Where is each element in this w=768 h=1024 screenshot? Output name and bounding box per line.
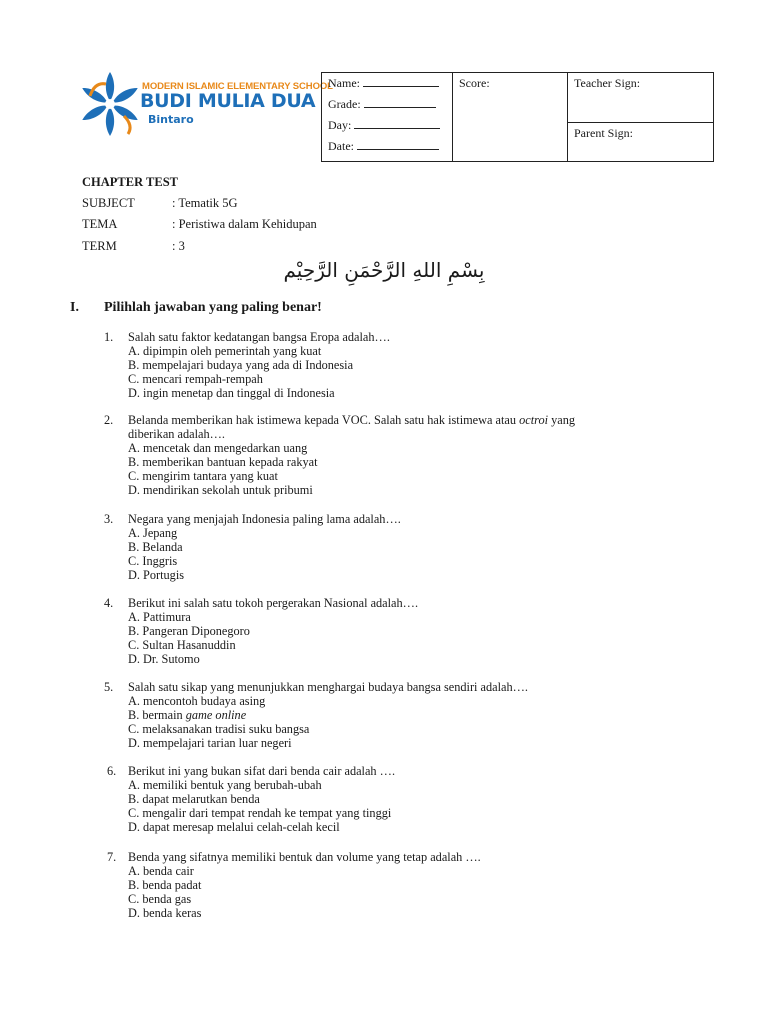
- option-d[interactable]: D. dapat meresap melalui celah-celah kecil: [128, 820, 340, 834]
- option-d[interactable]: D. mendirikan sekolah untuk pribumi: [128, 483, 313, 497]
- student-fields-cell: [322, 73, 453, 162]
- day-label: Day:: [328, 118, 352, 132]
- option-b[interactable]: B. Belanda: [128, 540, 183, 554]
- question-number: 6.: [107, 764, 117, 778]
- option-d[interactable]: D. Portugis: [128, 568, 185, 582]
- test-title: CHAPTER TEST: [82, 175, 178, 189]
- grade-label: Grade:: [328, 97, 361, 111]
- flower-logo-icon: [78, 68, 142, 138]
- question-stem: Negara yang menjajah Indonesia paling lama adalah….: [128, 512, 401, 526]
- option-d[interactable]: D. mempelajari tarian luar negeri: [128, 736, 292, 750]
- school-name: BUDI MULIA DUA: [140, 90, 316, 112]
- parent-sign-label: Parent Sign:: [574, 126, 633, 140]
- option-a[interactable]: A. memiliki bentuk yang berubah-ubah: [128, 778, 322, 792]
- term-value: : 3: [172, 239, 185, 253]
- option-a[interactable]: A. mencontoh budaya asing: [128, 694, 266, 708]
- option-d[interactable]: D. ingin menetap dan tinggal di Indonesia: [128, 386, 335, 400]
- option-b[interactable]: B. bermain game online: [128, 708, 247, 722]
- subject-label: SUBJECT: [82, 196, 135, 210]
- question-number: 3.: [104, 512, 114, 526]
- option-c[interactable]: C. melaksanakan tradisi suku bangsa: [128, 722, 310, 736]
- question-number: 5.: [104, 680, 114, 694]
- option-b[interactable]: B. Pangeran Diponegoro: [128, 624, 250, 638]
- question-stem: Benda yang sifatnya memiliki bentuk dan volume yang tetap adalah ….: [128, 850, 481, 864]
- subject-value: : Tematik 5G: [172, 196, 238, 210]
- question-stem: Salah satu faktor kedatangan bangsa Eropa adalah….: [128, 330, 390, 344]
- question-stem-continued: diberikan adalah….: [128, 427, 225, 441]
- option-c[interactable]: C. mengirim tantara yang kuat: [128, 469, 278, 483]
- option-c[interactable]: C. benda gas: [128, 892, 192, 906]
- name-label: Name:: [328, 76, 360, 90]
- question-stem: Berikut ini salah satu tokoh pergerakan Nasional adalah….: [128, 596, 419, 610]
- question-number: 2.: [104, 413, 114, 427]
- option-b[interactable]: B. benda padat: [128, 878, 202, 892]
- section-number: I.: [70, 300, 79, 315]
- question-stem: Berikut ini yang bukan sifat dari benda cair adalah ….: [128, 764, 396, 778]
- grade-field[interactable]: [364, 94, 436, 108]
- name-field[interactable]: [363, 73, 439, 87]
- score-cell[interactable]: [453, 73, 568, 162]
- date-label: Date:: [328, 139, 354, 153]
- date-field[interactable]: [357, 136, 439, 150]
- question-number: 7.: [107, 850, 117, 864]
- question-stem: Belanda memberikan hak istimewa kepada VOC. Salah satu hak istimewa atau octroi yang: [128, 413, 576, 427]
- score-label: Score:: [459, 76, 490, 90]
- option-c[interactable]: C. mengalir dari tempat rendah ke tempat yang tinggi: [128, 806, 392, 820]
- option-a[interactable]: A. Jepang: [128, 526, 178, 540]
- section-title: Pilihlah jawaban yang paling benar!: [104, 300, 322, 315]
- teacher-sign-cell[interactable]: [568, 73, 714, 123]
- option-d[interactable]: D. Dr. Sutomo: [128, 652, 200, 666]
- option-a[interactable]: A. benda cair: [128, 864, 194, 878]
- question-number: 4.: [104, 596, 114, 610]
- option-a[interactable]: A. dipimpin oleh pemerintah yang kuat: [128, 344, 322, 358]
- tema-value: : Peristiwa dalam Kehidupan: [172, 217, 317, 231]
- option-b[interactable]: B. mempelajari budaya yang ada di Indonesia: [128, 358, 354, 372]
- teacher-sign-label: Teacher Sign:: [574, 76, 641, 90]
- day-field[interactable]: [354, 115, 440, 129]
- option-b[interactable]: B. memberikan bantuan kepada rakyat: [128, 455, 318, 469]
- option-a[interactable]: A. Pattimura: [128, 610, 191, 624]
- school-tagline: MODERN ISLAMIC ELEMENTARY SCHOOL: [142, 81, 333, 92]
- option-c[interactable]: C. Sultan Hasanuddin: [128, 638, 236, 652]
- tema-label: TEMA: [82, 217, 118, 231]
- basmala: بِسْمِ اللهِ الرَّحْمَنِ الرَّحِيْم: [283, 258, 485, 282]
- question-stem: Salah satu sikap yang menunjukkan menghargai budaya bangsa sendiri adalah….: [128, 680, 528, 694]
- parent-sign-cell[interactable]: [568, 123, 714, 162]
- option-c[interactable]: C. Inggris: [128, 554, 178, 568]
- option-d[interactable]: D. benda keras: [128, 906, 202, 920]
- option-c[interactable]: C. mencari rempah-rempah: [128, 372, 263, 386]
- student-info-box: [321, 72, 714, 162]
- school-logo: [78, 68, 333, 138]
- school-location: Bintaro: [148, 113, 194, 126]
- option-b[interactable]: B. dapat melarutkan benda: [128, 792, 260, 806]
- option-a[interactable]: A. mencetak dan mengedarkan uang: [128, 441, 308, 455]
- term-label: TERM: [82, 239, 117, 253]
- question-number: 1.: [104, 330, 114, 344]
